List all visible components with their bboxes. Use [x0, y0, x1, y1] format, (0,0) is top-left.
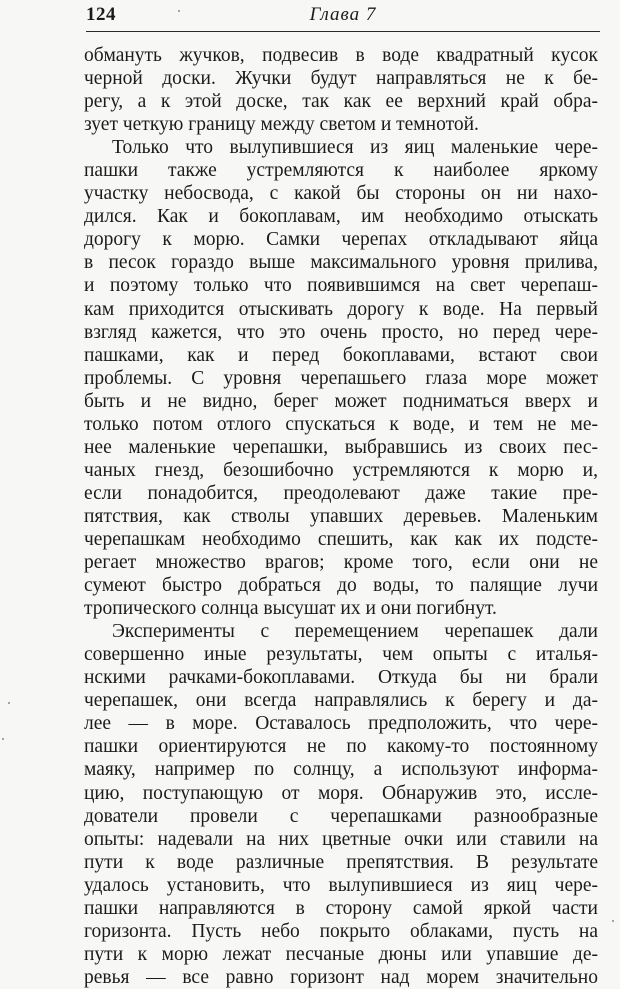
body-text [84, 44, 598, 989]
text-line: регает множество врагов; кроме того, если они не [84, 552, 598, 574]
paper-speck [178, 10, 180, 12]
text-line: опыты: надевали на них цветные очки или ставили на [84, 828, 598, 850]
text-line: пятствия, как стволы упавших деревьев. Маленьким [84, 505, 598, 527]
paper-speck [612, 920, 614, 922]
text-line: черепашкам необходимо спешить, как как их подсте- [84, 528, 598, 550]
text-line: сумеют быстро добраться до воды, то палящие лучи [84, 575, 598, 597]
text-line: совершенно иные результаты, чем опыты с италья- [84, 644, 598, 666]
text-line: пути к воде различные препятствия. В результате [84, 851, 598, 873]
text-line: нскими рачками-бокоплавами. Откуда бы ни брали [84, 667, 598, 689]
text-line: быть и не видно, берег может подниматься вверх и [84, 390, 598, 412]
text-line: цию, поступающую от моря. Обнаружив это, иссле- [84, 782, 598, 804]
text-line: обмануть жучков, подвесив в воде квадратный кусок [84, 45, 598, 66]
text-line: дорогу к морю. Самки черепах откладывают яйца [84, 229, 598, 251]
text-line: участку небосвода, с какой бы стороны он ни нахо- [84, 183, 598, 205]
paper-speck [8, 702, 10, 704]
text-line: черной доски. Жучки будут направляться не к бе- [84, 68, 598, 90]
text-line: нее маленькие черепашки, выбравшись из своих пес- [84, 436, 598, 458]
text-line: лее — в море. Оставалось предположить, что чере- [84, 713, 598, 735]
text-line: проблемы. С уровня черепашьего глаза море может [84, 367, 598, 389]
text-line: маяку, например по солнцу, а используют информа- [84, 759, 598, 781]
text-line: ревья — все равно горизонт над морем значительно [84, 966, 598, 988]
text-line: если понадобится, преодолевают даже такие пре- [84, 482, 598, 504]
text-line: горизонта. Пусть небо покрыто облаками, пусть на [84, 920, 598, 942]
text-line: тропического солнца высушат их и они погибнут. [84, 598, 497, 620]
text-line: кам приходится отыскивать дорогу к воде. На первый [84, 298, 598, 320]
text-line: чаных гнезд, безошибочно устремляются к морю и, [84, 459, 598, 481]
text-line: пашки также устремляются к наиболее яркому [84, 160, 598, 182]
page-number: 124 [86, 4, 116, 25]
text-line: пашки направляются в сторону самой яркой части [84, 897, 598, 919]
text-line: удалось установить, что вылупившиеся из яиц чере- [84, 874, 598, 896]
header-rule [86, 31, 600, 32]
text-line: зует четкую границу между светом и темнотой. [84, 114, 479, 136]
text-line: пашками, как и перед бокоплавами, встают свои [84, 344, 598, 366]
text-line: в песок гораздо выше максимального уровня прилива, [84, 252, 598, 274]
text-line: черепашек, они всегда направлялись к берегу и да- [84, 690, 598, 712]
text-line: пути к морю лежат песчаные дюны или упавшие де- [84, 943, 598, 965]
text-line: дователи провели с черепашками разнообразные [84, 805, 598, 827]
text-line: регу, а к этой доске, так как ее верхний край обра- [84, 91, 598, 113]
paper-speck [2, 738, 4, 740]
text-line: и поэтому только что появившимся на свет черепаш- [84, 275, 598, 297]
running-header [86, 4, 600, 30]
text-line: Только что вылупившиеся из яиц маленькие чере- [112, 137, 598, 159]
chapter-title: Глава 7 [309, 4, 377, 25]
text-line: взгляд кажется, что это очень просто, но перед чере- [84, 321, 598, 343]
text-line: пашки ориентируются не по какому-то постоянному [84, 736, 598, 758]
text-line: дился. Как и бокоплавам, им необходимо отыскать [84, 206, 598, 228]
text-line: Эксперименты с перемещением черепашек дали [112, 621, 598, 643]
text-line: только потом отлого спускаться к воде, и тем не ме- [84, 413, 598, 435]
